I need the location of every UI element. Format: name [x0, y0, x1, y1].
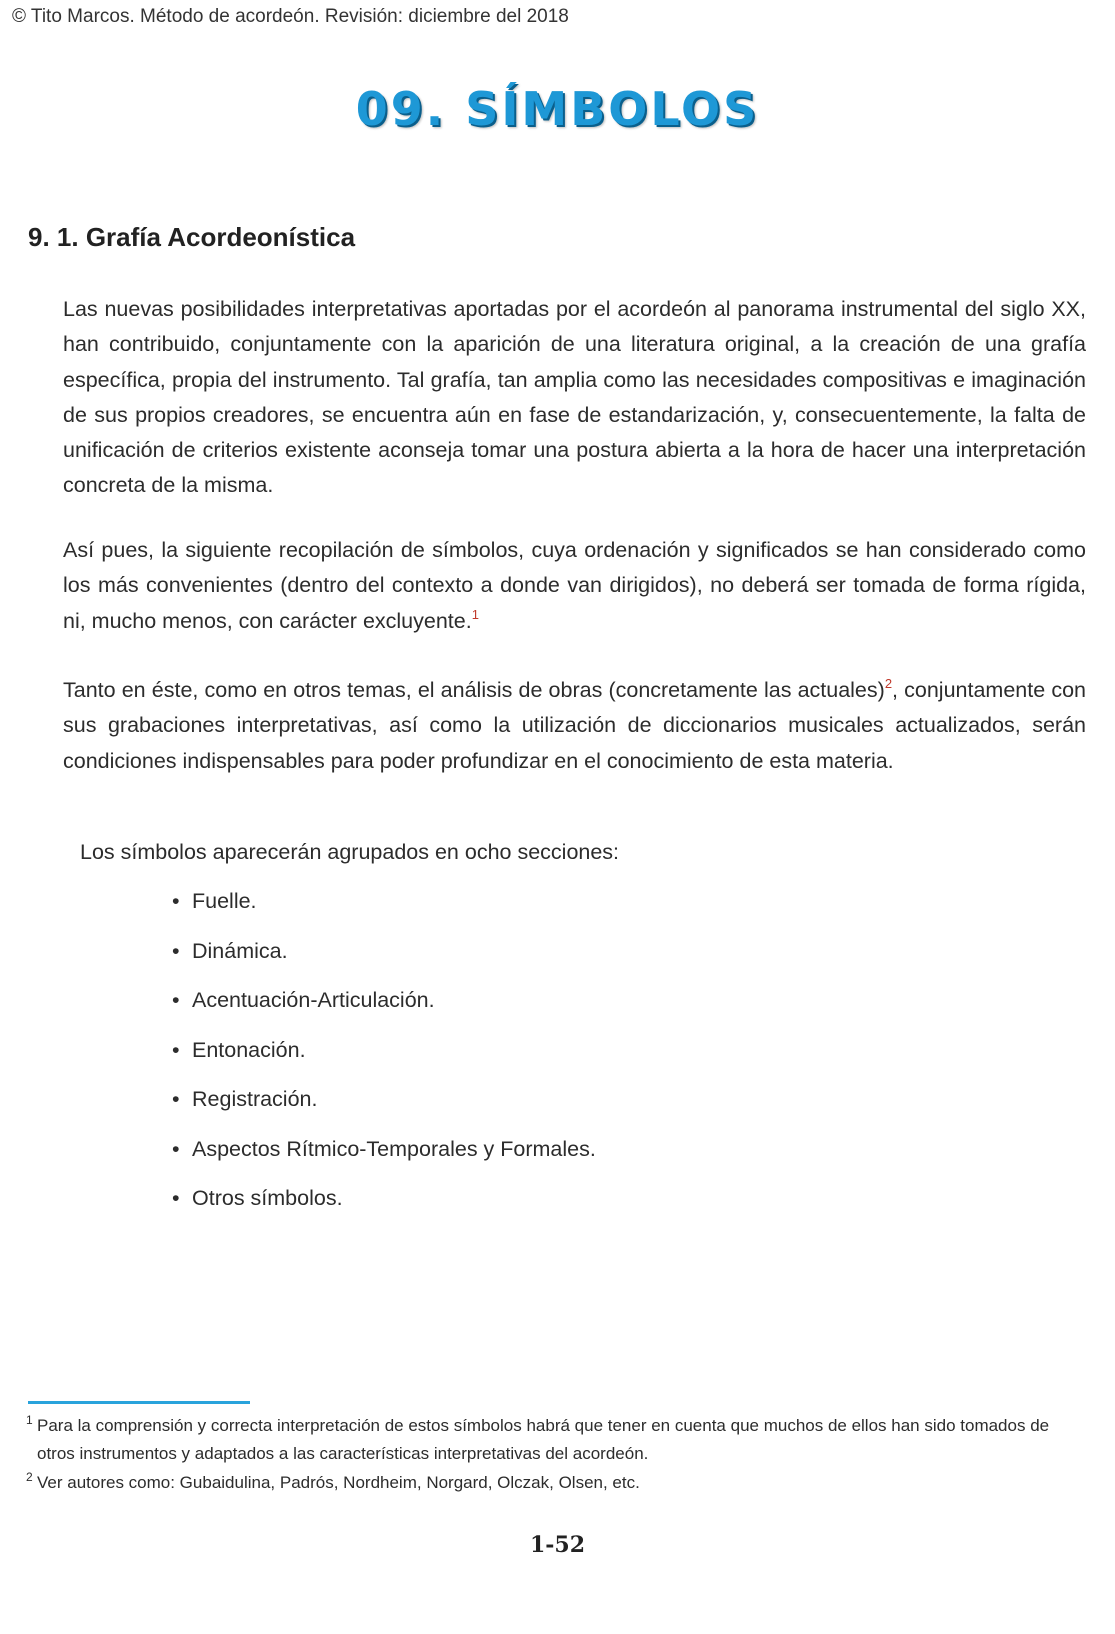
footnote-2: 2 Ver autores como: Gubaidulina, Padrós, Nordheim, Norgard, Olczak, Olsen, etc. — [26, 1469, 1088, 1497]
footnote-reference-2[interactable]: 2 — [884, 676, 893, 691]
list-item — [172, 1083, 596, 1133]
list-item-label: Otros símbolos. — [192, 1186, 343, 1210]
list-item — [172, 1034, 596, 1084]
list-introduction: Los símbolos aparecerán agrupados en ocho secciones: — [80, 840, 620, 864]
bullet-icon: • — [172, 1087, 180, 1111]
footnote-text: Para la comprensión y correcta interpretación de estos símbolos habrá que tener en cuenta que muchos de ellos han sido tomados de otros instrumentos y adaptados a las características interpretativas del acordeón. — [37, 1416, 1050, 1463]
paragraph-text: Así pues, la siguiente recopilación de símbolos, cuya ordenación y significados se han considerado como los más convenientes (dentro del contexto a donde van dirigidos), no deberá ser tomada de forma rígida, ni, mucho menos, con carácter excluyente. — [63, 538, 1086, 633]
paragraph-text-continued: , conjuntamente con sus grabaciones interpretativas, así como la utilización de diccionarios musicales actualizados, serán condiciones indispensables para poder profundizar en el conocimiento de esta materia. — [63, 678, 1086, 773]
header-copyright-note: © Tito Marcos. Método de acordeón. Revisión: diciembre del 2018 — [12, 6, 569, 27]
list-item-label: Registración. — [192, 1087, 318, 1111]
bullet-icon: • — [172, 889, 180, 913]
paragraph-text: Tanto en éste, como en otros temas, el análisis de obras (concretamente las actuales) — [63, 678, 885, 702]
footnote-divider — [28, 1401, 250, 1404]
footnote-reference-1[interactable]: 1 — [471, 606, 479, 622]
list-item — [172, 1182, 596, 1232]
sections-bullet-list — [172, 885, 596, 1232]
bullet-icon: • — [172, 1186, 180, 1210]
paragraph-text: Las nuevas posibilidades interpretativas aportadas por el acordeón al panorama instrumental del siglo XX, han contribuido, conjuntamente con la aparición de una literatura original, a la creación de una grafía específica, propia del instrumento. Tal grafía, tan amplia como las necesidades compositivas e imaginación de sus propios creadores, se encuentra aún en fase de estandarización, y, consecuentemente, la falta de unificación de criterios existente aconseja tomar una postura abierta a la hora de hacer una interpretación concreta de la misma. — [63, 297, 1086, 498]
list-item-label: Fuelle. — [192, 889, 257, 913]
bullet-icon: • — [172, 1037, 180, 1062]
list-item — [172, 885, 596, 935]
section-heading: 9. 1. Grafía Acordeonística — [28, 222, 356, 252]
list-item-label: Dinámica. — [192, 938, 288, 963]
list-item — [172, 1133, 596, 1183]
bullet-icon: • — [172, 988, 180, 1012]
chapter-title: 09. SÍMBOLOS — [355, 82, 760, 136]
list-item — [172, 984, 596, 1034]
footnote-1: 1 Para la comprensión y correcta interpretación de estos símbolos habrá que tener en cuenta que muchos de ellos han sido tomados de otros instrumentos y adaptados a las características interpretativas del acordeón. — [26, 1412, 1088, 1468]
list-item-label: Entonación. — [192, 1037, 306, 1062]
list-item — [172, 935, 596, 985]
footnote-text: Ver autores como: Gubaidulina, Padrós, Nordheim, Norgard, Olczak, Olsen, etc. — [37, 1473, 640, 1492]
page-number: 1-52 — [529, 1532, 586, 1558]
paragraph-analysis — [63, 673, 1086, 779]
list-item-label: Aspectos Rítmico-Temporales y Formales. — [192, 1136, 596, 1161]
paragraph-intro — [63, 292, 1086, 504]
bullet-icon: • — [172, 938, 180, 963]
list-item-label: Acentuación-Articulación. — [192, 988, 435, 1012]
paragraph-compilation — [63, 533, 1086, 639]
bullet-icon: • — [172, 1136, 180, 1161]
